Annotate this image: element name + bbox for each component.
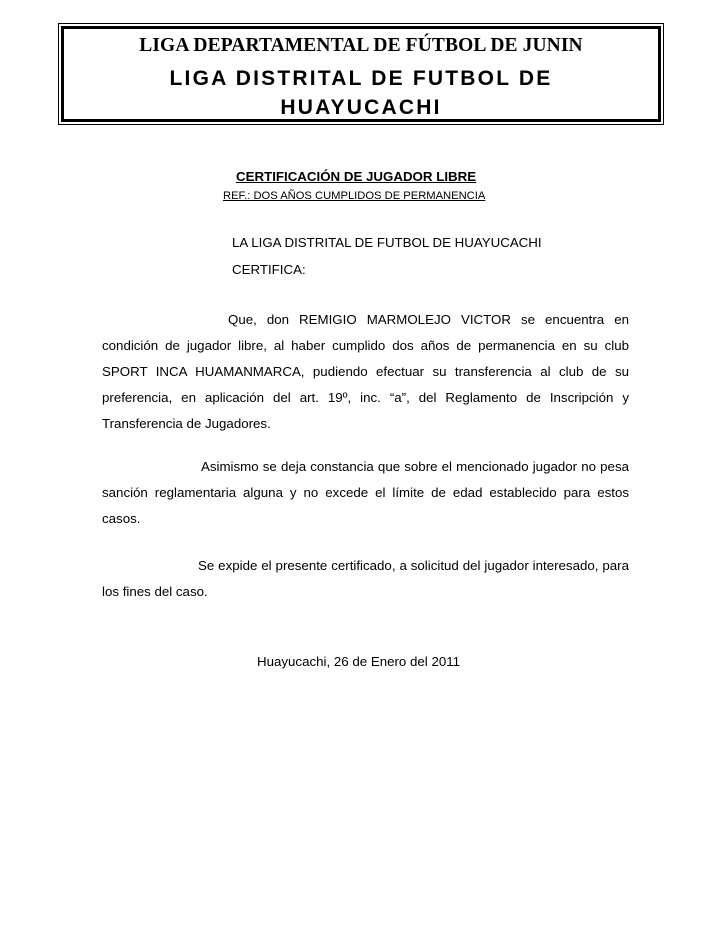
district-league-name-line2: HUAYUCACHI: [280, 96, 442, 119]
district-league-name: [64, 64, 658, 122]
body-paragraph-free-player: Que, don REMIGIO MARMOLEJO VICTOR se encuentra en condición de jugador libre, al haber cumplido dos años de permanencia en su club SPORT INCA HUAMANMARCA, pudiendo efectuar su transferencia al club de su preferencia, en aplicación del art. 19º, inc. “a”, del Reglamento de Inscripción y Transferencia de Jugadores.: [102, 312, 629, 431]
certifies-label: CERTIFICA:: [232, 262, 306, 277]
department-league-name: LIGA DEPARTAMENTAL DE FÚTBOL DE JUNIN: [139, 35, 583, 56]
letterhead-box: [61, 26, 661, 122]
body-paragraph-issuance: Se expide el presente certificado, a solicitud del jugador interesado, para los fines del caso.: [102, 558, 629, 599]
certificate-reference: REF.: DOS AÑOS CUMPLIDOS DE PERMANENCIA: [223, 190, 486, 202]
date-line: Huayucachi, 26 de Enero del 2011: [257, 654, 461, 669]
district-league-name-line1: LIGA DISTRITAL DE FUTBOL DE: [169, 67, 553, 90]
certificate-title: CERTIFICACIÓN DE JUGADOR LIBRE: [236, 169, 477, 184]
body-paragraph-no-sanction: Asimismo se deja constancia que sobre el mencionado jugador no pesa sanción reglamentaria alguna y no excede el límite de edad establecido para estos casos.: [102, 459, 629, 526]
issuer-line: LA LIGA DISTRITAL DE FUTBOL DE HUAYUCACHI: [232, 235, 542, 250]
